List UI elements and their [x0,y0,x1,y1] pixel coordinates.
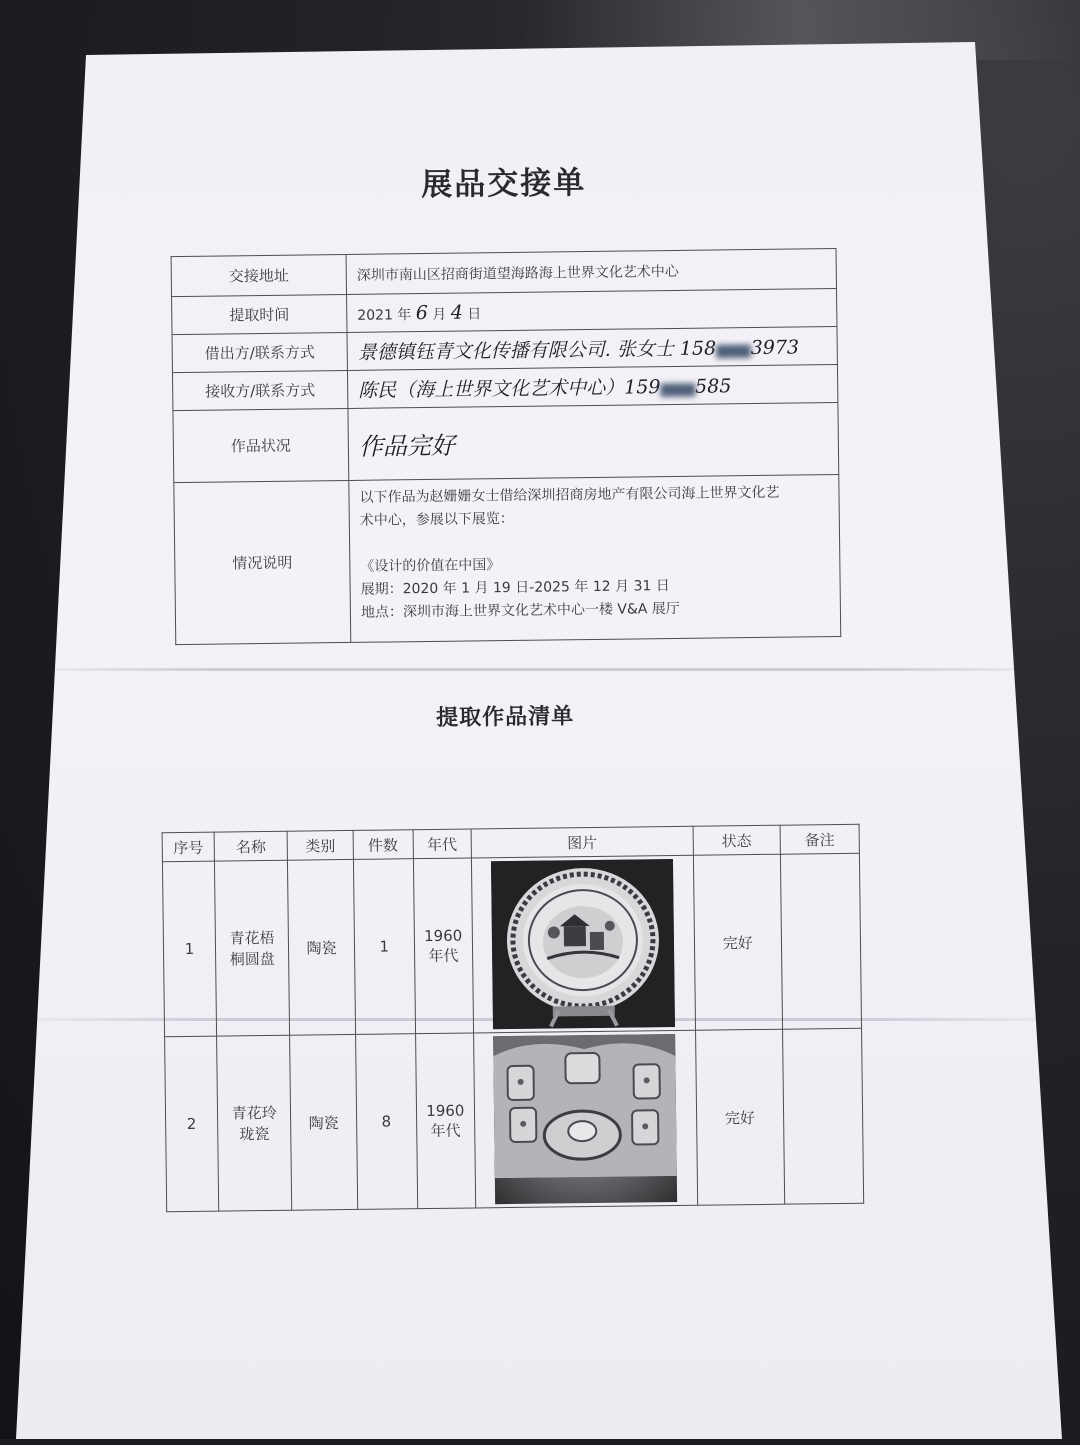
header-remark: 备注 [780,824,860,854]
notes-location: 地点：深圳市海上世界文化艺术中心一楼 V&A 展厅 [360,600,680,621]
row-remark [780,853,861,1029]
notes-line: 以下作品为赵姗姗女士借给深圳招商房地产有限公司海上世界文化艺 [359,484,780,506]
header-image: 图片 [471,826,693,858]
cups-image [494,1034,678,1178]
header-status: 状态 [693,825,780,855]
condition-value [348,402,839,480]
row-image [474,1030,698,1208]
redacted-phone-digits: ▆▆▆ [716,340,751,359]
row-count: 1 [353,859,415,1035]
address-value: 深圳市南山区招商街道望海路海上世界文化艺术中心 [346,248,836,294]
row-image [471,855,695,1033]
list-title: 提取作品清单 [436,704,575,731]
header-no: 序号 [162,832,214,862]
row-category: 陶瓷 [288,859,356,1035]
notes-exhibition: 《设计的价值在中国》 [360,557,501,575]
redacted-phone-digits: ▆▆▆ [660,378,696,398]
row-no: 2 [165,1036,219,1212]
row-era-line: 年代 [428,946,459,965]
time-year: 2021 年 [357,306,412,324]
row-name [214,860,289,1036]
lender-value [347,326,837,370]
header-count: 件数 [353,830,413,860]
row-count: 8 [355,1034,417,1210]
row-era-line: 1960 [423,926,463,945]
receiver-phone-end: 585 [694,375,732,398]
notes-value [349,474,841,642]
row-remark [782,1028,863,1204]
table-row [162,853,861,1037]
row-era-line: 1960 [426,1101,465,1120]
condition-handwritten: 作品完好 [358,431,456,461]
row-no: 1 [162,861,216,1037]
address-label: 交接地址 [171,254,346,296]
time-month-unit: 月 [432,306,447,323]
time-month-handwritten: 6 [415,301,429,324]
notes-line: 术中心，参展以下展览： [359,510,514,529]
row-name-line: 青花梧 [229,928,275,948]
receiver-label: 接收方/联系方式 [172,370,347,410]
cups-photo [494,1034,678,1204]
row-name-line: 青花玲 [231,1103,277,1123]
time-label: 提取时间 [172,294,347,334]
row-era-line: 年代 [430,1121,461,1140]
notes-label: 情况说明 [174,480,351,644]
row-name [217,1035,292,1211]
row-status: 完好 [695,1029,784,1205]
row-era [413,858,474,1034]
plate-photo [491,859,675,1029]
row-category: 陶瓷 [290,1034,358,1210]
table-row [165,1028,864,1212]
info-row-condition [173,402,839,482]
time-value [347,288,837,332]
condition-label: 作品状况 [173,408,349,482]
row-era [415,1033,476,1209]
header-category: 类别 [287,830,353,860]
header-era: 年代 [413,829,472,859]
notes-period: 展期：2020 年 1 月 19 日-2025 年 12 月 31 日 [360,578,670,598]
row-name-line: 桐圆盘 [229,949,275,969]
row-status: 完好 [693,854,782,1030]
receiver-value [347,364,837,408]
lender-handwritten: 景德镇钰青文化传播有限公司. 张女士 158 [357,337,717,364]
receiver-handwritten: 陈民（海上世界文化艺术中心）159 [358,376,661,402]
plate-image [491,859,675,1029]
handover-info-table [171,248,842,645]
lender-label: 借出方/联系方式 [172,332,347,372]
lender-phone-end: 3973 [750,336,800,360]
time-day-handwritten: 4 [450,301,464,324]
artwork-list-table [162,824,865,1212]
document-title: 展品交接单 [420,165,587,204]
info-row-notes [174,474,841,644]
time-day-unit: 日 [467,305,482,322]
header-name: 名称 [214,831,288,861]
row-name-line: 珑瓷 [239,1124,270,1144]
